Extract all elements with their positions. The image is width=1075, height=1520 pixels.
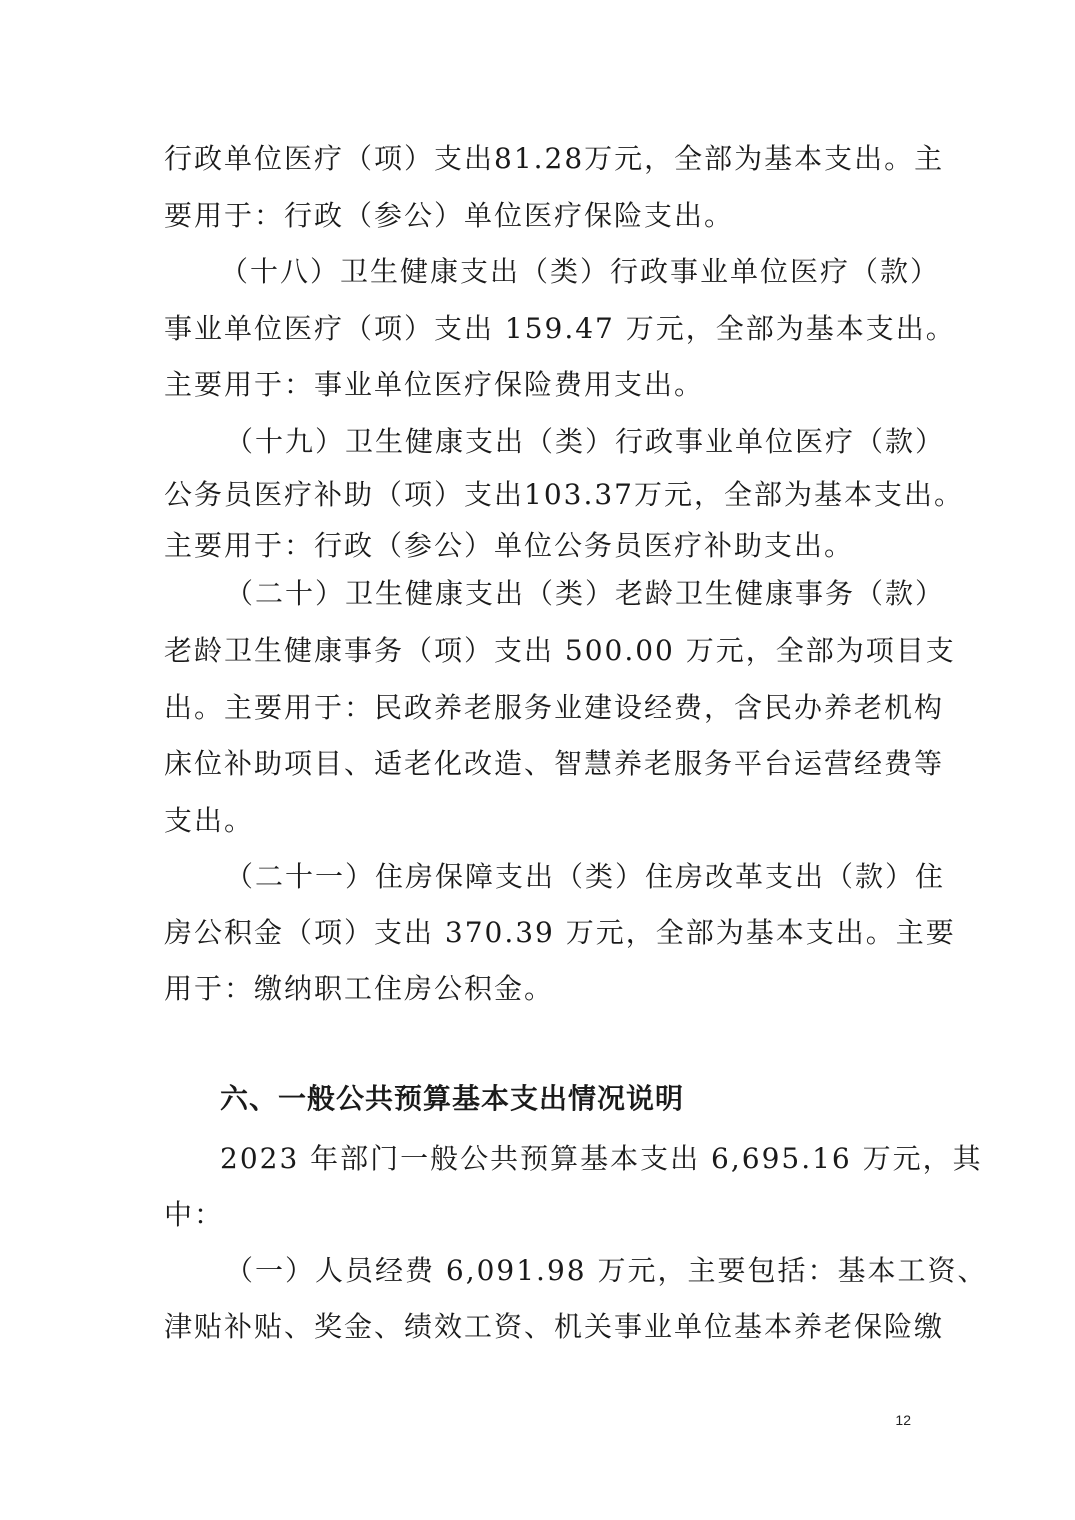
paragraph-start-line: （二十一）住房保障支出（类）住房改革支出（款）住: [225, 860, 946, 893]
section-heading: 六、一般公共预算基本支出情况说明: [220, 1082, 685, 1115]
body-line: 主要用于：行政（参公）单位公务员医疗补助支出。: [164, 529, 855, 562]
body-line: 要用于：行政（参公）单位医疗保险支出。: [164, 199, 735, 232]
body-line: 中：: [164, 1198, 225, 1231]
body-line: 行政单位医疗（项）支出81.28万元，全部为基本支出。主: [164, 142, 945, 175]
paragraph-start-line: 2023 年部门一般公共预算基本支出 6,695.16 万元，其: [220, 1142, 983, 1175]
body-line: 房公积金（项）支出 370.39 万元，全部为基本支出。主要: [164, 916, 956, 949]
page-number: 12: [895, 1412, 911, 1428]
body-line: 津贴补贴、奖金、绩效工资、机关事业单位基本养老保险缴: [164, 1310, 945, 1343]
paragraph-start-line: （十九）卫生健康支出（类）行政事业单位医疗（款）: [225, 425, 946, 458]
paragraph-start-line: （二十）卫生健康支出（类）老龄卫生健康事务（款）: [225, 577, 946, 610]
paragraph-start-line: （十八）卫生健康支出（类）行政事业单位医疗（款）: [220, 255, 941, 288]
body-line: 支出。: [164, 804, 255, 837]
body-line: 老龄卫生健康事务（项）支出 500.00 万元，全部为项目支: [164, 634, 956, 667]
paragraph-start-line: （一）人员经费 6,091.98 万元，主要包括：基本工资、: [225, 1254, 988, 1287]
body-line: 公务员医疗补助（项）支出103.37万元，全部为基本支出。: [164, 478, 964, 511]
body-line: 用于：缴纳职工住房公积金。: [164, 972, 555, 1005]
body-line: 床位补助项目、适老化改造、智慧养老服务平台运营经费等: [164, 747, 945, 780]
body-line: 出。主要用于：民政养老服务业建设经费，含民办养老机构: [164, 691, 945, 724]
body-line: 事业单位医疗（项）支出 159.47 万元，全部为基本支出。: [164, 312, 956, 345]
body-line: 主要用于：事业单位医疗保险费用支出。: [164, 368, 705, 401]
